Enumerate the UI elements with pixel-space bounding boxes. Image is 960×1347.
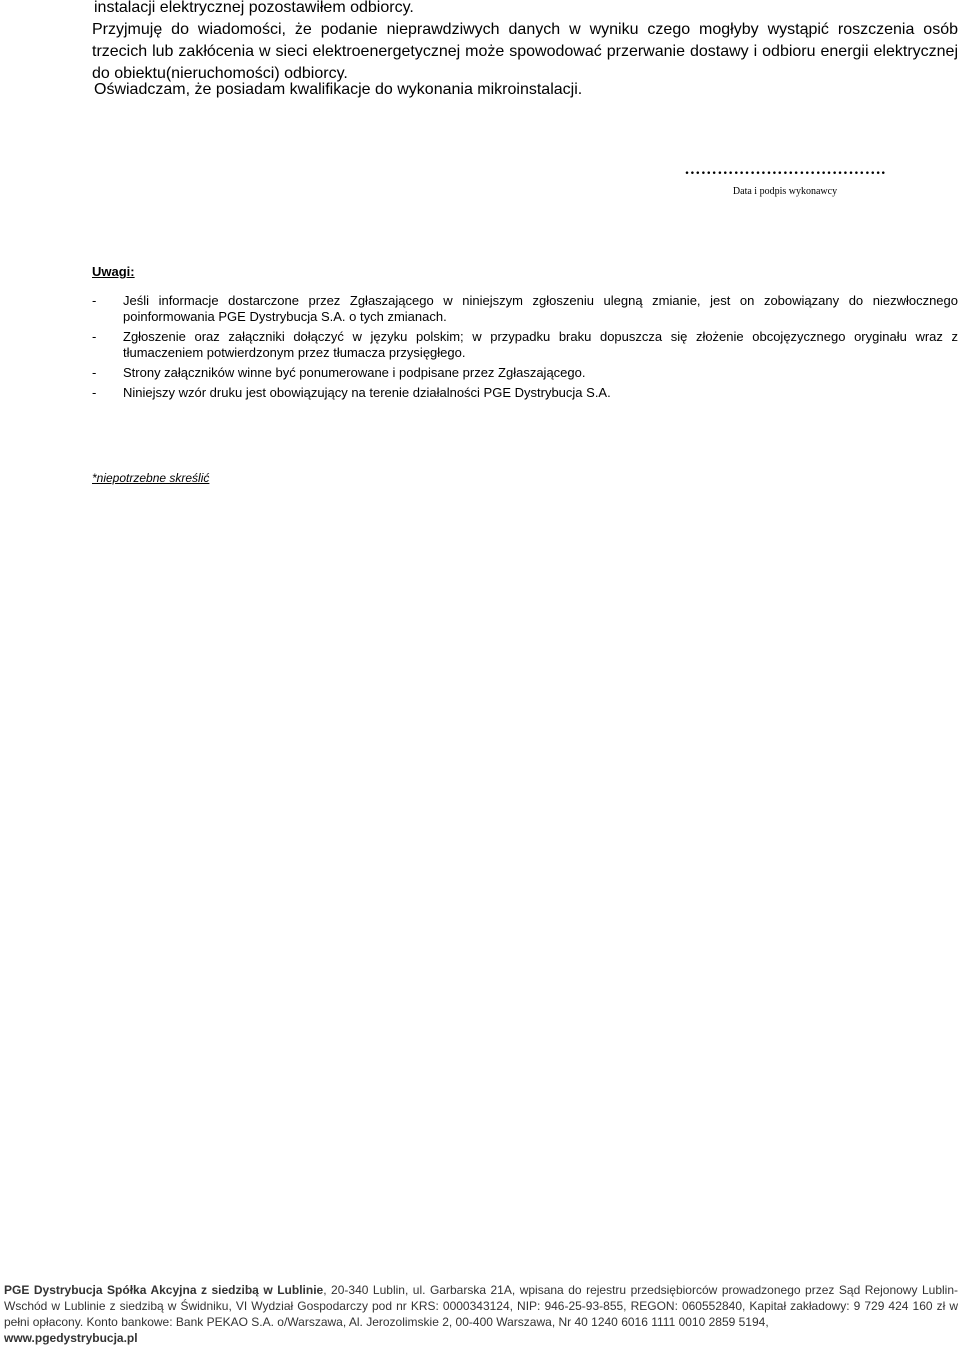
footer-details: , 20-340 Lublin, ul. Garbarska 21A, wpisana do rejestru przedsiębiorców prowadzonego przez Sąd Rejonowy Lublin-Wschód w Lublinie z siedzibą w Świdniku, VI Wydział Gospodarczy pod nr KRS: 0000343124, NIP: 946-25-93-855, REGON: 060552840, Kapitał zakładowy: 9 729 424 160 zł w pełni opłacony. Konto bankowe: Bank PEKAO S.A. o/Warszawa, Al. Jerozolimskie 2, 00-400 Warszawa, Nr 40 1240 6016 1111 0010 2859 5194, <box>4 1283 958 1329</box>
list-item <box>92 293 958 325</box>
list-item <box>92 385 958 401</box>
signature-caption: Data i podpis wykonawcy <box>732 186 838 197</box>
note-text: Jeśli informacje dostarczone przez Zgłaszającego w niniejszym zgłoszeniu ulegną zmianie, jest on zobowiązany do niezwłocznego poinformowania PGE Dystrybucja S.A. o tych zmianach. <box>123 293 958 324</box>
bullet-dash: - <box>92 329 97 344</box>
footer-company: PGE Dystrybucja Spółka Akcyjna z siedzibą w Lublinie <box>4 1283 324 1297</box>
signature-line: ………………………………. <box>684 161 886 178</box>
bullet-dash: - <box>92 365 97 380</box>
bullet-dash: - <box>92 385 97 400</box>
note-text: Zgłoszenie oraz załączniki dołączyć w języku polskim; w przypadku braku dopuszcza się złożenie obcojęzycznego oryginału wraz z tłumaczeniem potwierdzonym przez tłumacza przysięgłego. <box>123 329 958 360</box>
declaration-paragraph: Przyjmuję do wiadomości, że podanie nieprawdziwych danych w wyniku czego mogłyby wystąpić roszczenia osób trzecich lub zakłócenia w sieci elektroenergetycznej może spowodować przerwanie dostawy i odbioru energii elektrycznej do obiektu(nieruchomości) odbiorcy. <box>92 21 958 82</box>
note-text: Niniejszy wzór druku jest obowiązujący na terenie działalności PGE Dystrybucja S.A. <box>123 385 611 400</box>
bullet-dash: - <box>92 293 97 308</box>
footer-website-link[interactable]: www.pgedystrybucja.pl <box>4 1331 138 1345</box>
notes-list <box>92 293 958 405</box>
list-item <box>92 329 958 361</box>
page-footer <box>4 1282 958 1346</box>
footnote: *niepotrzebne skreślić <box>92 471 210 485</box>
qualification-statement: Oświadczam, że posiadam kwalifikacje do wykonania mikroinstalacji. <box>94 81 583 98</box>
notes-section <box>92 264 958 400</box>
note-text: Strony załączników winne być ponumerowane i podpisane przez Zgłaszającego. <box>123 365 586 380</box>
notes-title: Uwagi: <box>92 264 135 279</box>
declaration-continuation: instalacji elektrycznej pozostawiłem odbiorcy. <box>94 0 414 16</box>
list-item <box>92 365 958 381</box>
signature-block <box>660 162 910 197</box>
